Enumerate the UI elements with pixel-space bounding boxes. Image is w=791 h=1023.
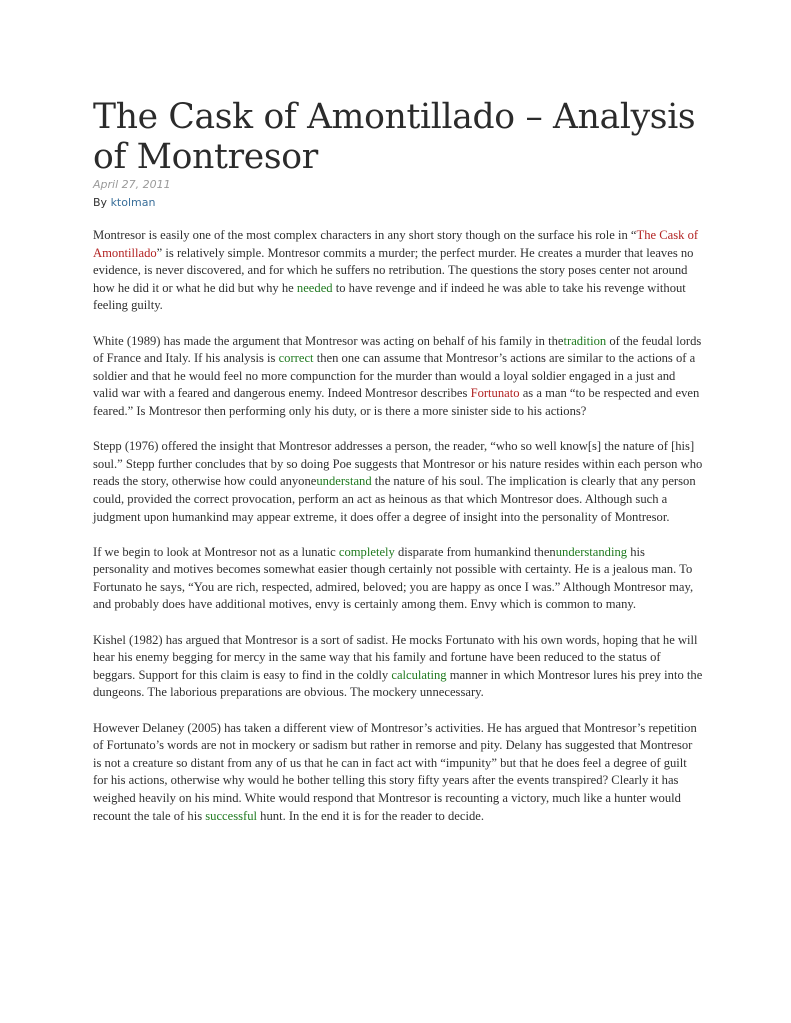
inline-link[interactable]: understanding bbox=[555, 544, 628, 559]
inline-link[interactable]: completely bbox=[338, 544, 395, 559]
paragraph bbox=[93, 632, 703, 702]
inline-link[interactable]: tradition bbox=[563, 333, 607, 348]
paragraph-text: to have revenge and if indeed he was able to take his revenge without feeling guilty. bbox=[93, 280, 686, 313]
paragraph-text: However Delaney (2005) has taken a different view of Montresor’s activities. He has argued that Montresor’s repetition of Fortunato’s words are not in mockery or sadism but rather in remorse and pity. Delany has suggested that Montresor is not a creature so distant from any of us that he can in fact act with “impunity” but that he does feel a degree of guilt for his actions, otherwise why would he bother telling this story fifty years after the events transpired? Clearly it has weighed heavily on his mind. White would respond that Montresor is recounting a victory, much like a hunter would recount the tale of his bbox=[93, 720, 697, 823]
paragraph-text: If we begin to look at Montresor not as a lunatic bbox=[93, 544, 339, 559]
paragraph bbox=[93, 333, 703, 421]
article bbox=[93, 97, 703, 843]
paragraph bbox=[93, 227, 703, 315]
paragraph-text: ” is relatively simple. Montresor commits a murder; the perfect murder. He creates a murder that leaves no evidence, is never discovered, and for which he suffers no retribution. The questions the story poses center not around how he did it or what he did but why he bbox=[93, 245, 694, 295]
inline-link[interactable]: needed bbox=[296, 280, 333, 295]
inline-link[interactable]: calculating bbox=[391, 667, 447, 682]
paragraph-text: disparate from humankind then bbox=[394, 544, 556, 559]
paragraph bbox=[93, 720, 703, 826]
byline-prefix: By bbox=[93, 196, 111, 209]
page-title: The Cask of Amontillado – Analysis of Montresor bbox=[93, 97, 696, 177]
inline-link[interactable]: correct bbox=[278, 351, 314, 366]
inline-link[interactable]: successful bbox=[205, 808, 258, 823]
paragraph-text: Montresor is easily one of the most complex characters in any short story though on the surface his role in “ bbox=[93, 228, 637, 242]
paragraph-text: of the feudal lords of France and Italy. If his analysis is bbox=[93, 333, 702, 366]
paragraph-text: his personality and motives becomes somewhat easier though certainly not possible with certainty. He is a jealous man. To Fortunato he says, “You are rich, respected, admired, beloved; you are happy as once I was.” Although Montresor may, and probably does have additional motives, envy is certainly among them. Envy which is common to many. bbox=[93, 544, 694, 612]
paragraph-text: Stepp (1976) offered the insight that Montresor addresses a person, the reader, “who so well know[s] the nature of [his] soul.” Stepp further concludes that by so doing Poe suggests that Montresor or his nature resides within each person who reads the story, otherwise how could anyone bbox=[93, 439, 703, 489]
paragraph-text: White (1989) has made the argument that Montresor was acting on behalf of his family in the bbox=[93, 333, 564, 348]
paragraph-text: then one can assume that Montresor’s actions are similar to the actions of a soldier and that he would feel no more compunction for the murder than would a loyal soldier engaged in a just and valid war with a feared and dangerous enemy. Indeed Montresor describes bbox=[93, 351, 696, 401]
author-link[interactable]: ktolman bbox=[110, 196, 156, 209]
paragraph-text: manner in which Montresor lures his prey into the dungeons. The laborious preparations are obvious. The mockery unnecessary. bbox=[93, 667, 703, 700]
article-body bbox=[93, 227, 703, 825]
byline bbox=[93, 196, 703, 210]
post-date: April 27, 2011 bbox=[93, 178, 171, 191]
paragraph bbox=[93, 544, 703, 614]
paragraph bbox=[93, 438, 703, 526]
paragraph-text: as a man “to be respected and even feared.” Is Montresor then performing only his duty, or is there a more sinister side to his actions? bbox=[93, 386, 700, 418]
inline-link[interactable]: Fortunato bbox=[470, 386, 520, 401]
inline-link[interactable]: The Cask of Amontillado bbox=[93, 228, 699, 260]
inline-link[interactable]: understand bbox=[316, 474, 372, 489]
paragraph-text: Kishel (1982) has argued that Montresor is a sort of sadist. He mocks Fortunato with his own words, hoping that he will hear his enemy begging for mercy in the same way that his family and fortune have been reduced to the status of beggars. Support for this claim is easy to find in the coldly bbox=[93, 632, 698, 682]
paragraph-text: hunt. In the end it is for the reader to decide. bbox=[257, 808, 484, 823]
paragraph-text: the nature of his soul. The implication is clearly that any person could, provided the correct provocation, perform an act as heinous as that which Montresor does. Although such a judgment upon humankind may appear extreme, it does offer a degree of insight into the personality of Montresor. bbox=[93, 474, 696, 524]
